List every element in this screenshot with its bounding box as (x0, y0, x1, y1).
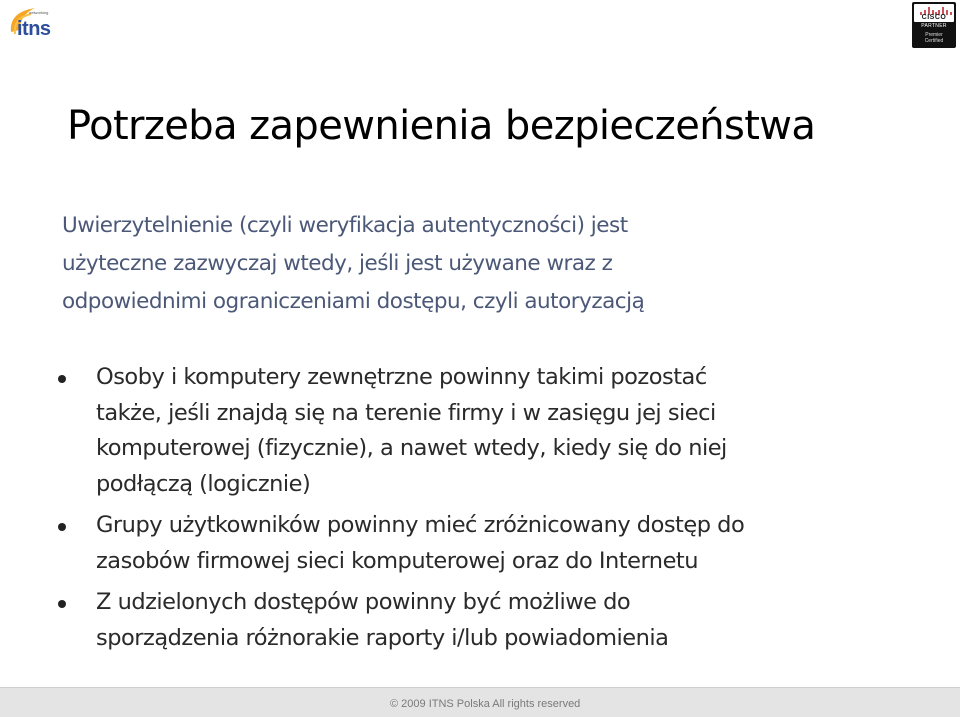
bullet-line: także, jeśli znajdą się na terenie firmy i w zasięgu jej sieci (96, 399, 716, 426)
cisco-partner-label: PARTNER (921, 23, 947, 29)
intro-line: Uwierzytelnienie (czyli weryfikacja autentyczności) jest (62, 213, 628, 238)
bullet-line: podłączą (logicznie) (96, 470, 311, 497)
intro-line: odpowiednimi ograniczeniami dostępu, czyli autoryzacją (62, 289, 645, 314)
bullet-line: Z udzielonych dostępów powinny być możliwe do (96, 589, 631, 615)
itns-logo-sub: networking (29, 10, 49, 15)
bullet-line: sporządzenia różnorakie raporty i/lub powiadomienia (96, 624, 669, 651)
bullet-icon (58, 600, 66, 608)
bullet-item (0, 585, 940, 656)
cisco-partner-badge (912, 2, 956, 48)
itns-logo-text: itns (17, 18, 51, 40)
itns-logo (7, 4, 71, 42)
cisco-logo-plate (914, 4, 954, 22)
slide-title: Potrzeba zapewnienia bezpieczeństwa (67, 103, 816, 149)
cisco-cert-label (912, 32, 956, 44)
bullet-list (0, 360, 940, 656)
bullet-line: Osoby i komputery zewnętrzne powinny takimi pozostać (96, 364, 707, 390)
cisco-cert-line: Certified (924, 38, 944, 44)
bullet-item (0, 508, 940, 579)
intro-paragraph (62, 207, 922, 321)
bullet-line: komputerowej (fizycznie), a nawet wtedy, kiedy się do niej (96, 435, 727, 461)
bullet-line: Grupy użytkowników powinny mieć zróżnicowany dostęp do (96, 512, 745, 538)
bullet-item (0, 360, 940, 502)
itns-logo-graphic (7, 4, 71, 42)
cisco-name: CISCO (921, 14, 947, 21)
intro-line: użyteczne zazwyczaj wtedy, jeśli jest używane wraz z (62, 251, 613, 276)
bullet-icon (58, 523, 66, 531)
footer-copyright: © 2009 ITNS Polska All rights reserved (390, 698, 581, 710)
bullet-icon (58, 375, 66, 383)
cisco-cert-line: Premier (925, 32, 943, 38)
footer-bar (0, 687, 960, 717)
bullet-line: zasobów firmowej sieci komputerowej oraz do Internetu (96, 547, 698, 574)
